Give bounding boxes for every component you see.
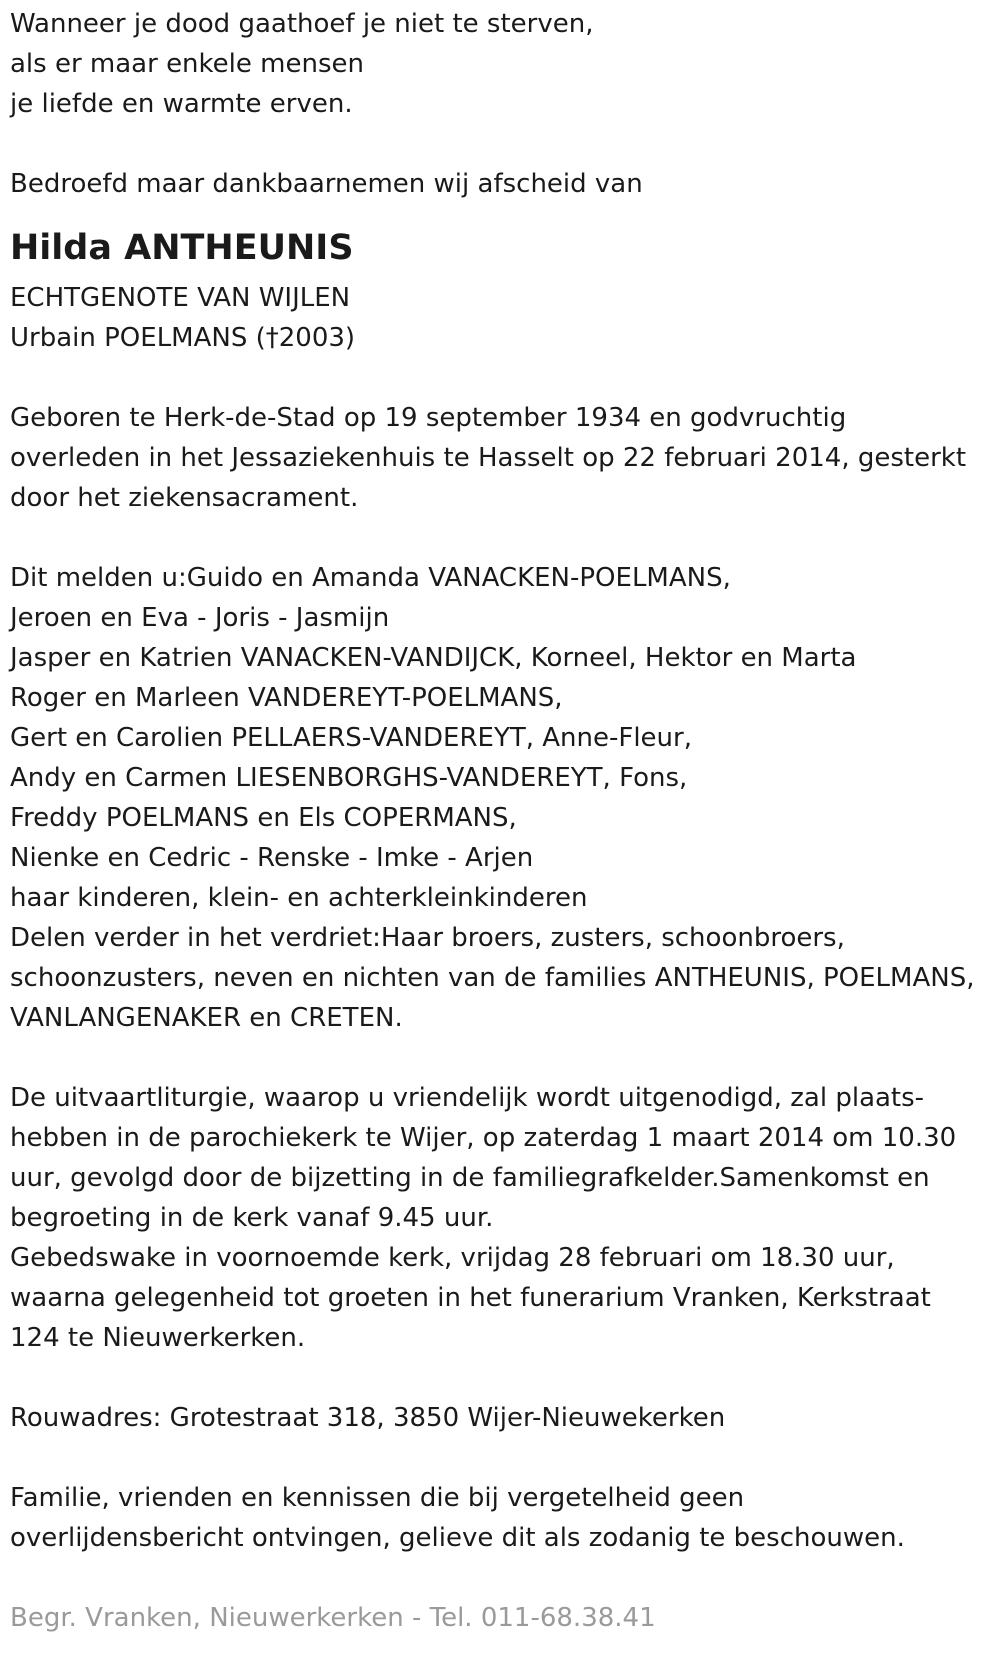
ceremony-line: 124 te Nieuwerkerken.: [10, 1323, 306, 1353]
deceased-block: [10, 224, 995, 358]
family-line: Freddy POELMANS en Els COPERMANS,: [10, 803, 517, 833]
funeral-home-footer: Begr. Vranken, Nieuwerkerken - Tel. 011-68.38.41: [10, 1603, 656, 1633]
intro-text: Bedroefd maar dankbaarnemen wij afscheid van: [10, 169, 643, 199]
family-line: schoonzusters, neven en nichten van de families ANTHEUNIS, POELMANS,: [10, 963, 975, 993]
family-line: VANLANGENAKER en CRETEN.: [10, 1003, 403, 1033]
spouse-line: Urbain POELMANS (†2003): [10, 323, 356, 353]
death-notice: [10, 4, 995, 1638]
ceremony-line: Gebedswake in voornoemde kerk, vrijdag 28 februari om 18.30 uur,: [10, 1243, 895, 1273]
relation-line: ECHTGENOTE VAN WIJLEN: [10, 283, 351, 313]
family-line: Gert en Carolien PELLAERS-VANDEREYT, Anne-Fleur,: [10, 723, 692, 753]
family-line: Dit melden u:Guido en Amanda VANACKEN-POELMANS,: [10, 563, 731, 593]
poem-line: als er maar enkele mensen: [10, 49, 364, 79]
ceremony-line: hebben in de parochiekerk te Wijer, op zaterdag 1 maart 2014 om 10.30: [10, 1123, 957, 1153]
biography-line: Geboren te Herk-de-Stad op 19 september 1934 en godvruchtig: [10, 403, 847, 433]
family-line: Jasper en Katrien VANACKEN-VANDIJCK, Korneel, Hektor en Marta: [10, 643, 857, 673]
closing-line: Familie, vrienden en kennissen die bij vergetelheid geen: [10, 1483, 745, 1513]
ceremony-line: uur, gevolgd door de bijzetting in de familiegrafkelder.Samenkomst en: [10, 1163, 930, 1193]
closing-line: overlijdensbericht ontvingen, gelieve dit als zodanig te beschouwen.: [10, 1523, 905, 1553]
family-line: haar kinderen, klein- en achterkleinkinderen: [10, 883, 588, 913]
family-line: Delen verder in het verdriet:Haar broers, zusters, schoonbroers,: [10, 923, 845, 953]
poem-line: je liefde en warmte erven.: [10, 89, 353, 119]
poem-line: Wanneer je dood gaathoef je niet te sterven,: [10, 9, 594, 39]
deceased-name: Hilda ANTHEUNIS: [10, 228, 354, 268]
poem: [10, 4, 995, 124]
biography-line: door het ziekensacrament.: [10, 483, 359, 513]
mourning-address: Rouwadres: Grotestraat 318, 3850 Wijer-Nieuwekerken: [10, 1403, 726, 1433]
family-line: Roger en Marleen VANDEREYT-POELMANS,: [10, 683, 563, 713]
ceremony-details: [10, 1078, 995, 1358]
ceremony-line: waarna gelegenheid tot groeten in het funerarium Vranken, Kerkstraat: [10, 1283, 931, 1313]
family-line: Nienke en Cedric - Renske - Imke - Arjen: [10, 843, 534, 873]
ceremony-line: begroeting in de kerk vanaf 9.45 uur.: [10, 1203, 494, 1233]
biography: [10, 398, 995, 518]
family-line: Jeroen en Eva - Joris - Jasmijn: [10, 603, 390, 633]
closing-note: [10, 1478, 995, 1558]
biography-line: overleden in het Jessaziekenhuis te Hasselt op 22 februari 2014, gesterkt: [10, 443, 967, 473]
family-list: [10, 558, 995, 1038]
family-line: Andy en Carmen LIESENBORGHS-VANDEREYT, Fons,: [10, 763, 688, 793]
ceremony-line: De uitvaartliturgie, waarop u vriendelijk wordt uitgenodigd, zal plaats-: [10, 1083, 925, 1113]
